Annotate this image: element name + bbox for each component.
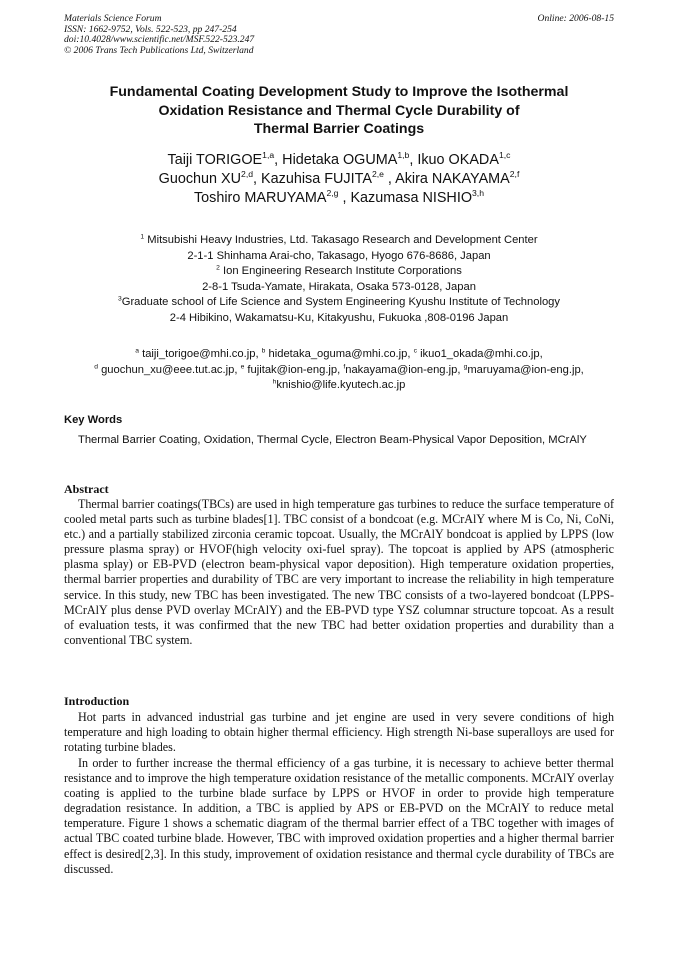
author-sup: 2,e	[371, 169, 384, 180]
email-link[interactable]: ikuo1_okada@mhi.co.jp	[420, 348, 540, 360]
title-line-1: Fundamental Coating Development Study to Improve the Isothermal	[109, 84, 569, 100]
email-sup: f	[343, 362, 346, 370]
email-sup: e	[240, 362, 245, 370]
email-link[interactable]: guochun_xu@eee.tut.ac.jp	[101, 363, 235, 376]
introduction-paragraph-2: In order to further increase the thermal efficiency of a gas turbine, it is necessary to achieve better thermal resistance and to improve the high temperature oxidation resistance of the metallic components. MCrAlY overlay coating is applied to the turbine blade surface by LPPS or HVOF in order to provide high temperature degradation resistance. In addition, a TBC is applied by APS or EB-PVD on the MCrAlY to reduce metal temperature. Figure 1 shows a schematic diagram of the thermal barrier effect of a TBC together with images of actual TBC coated turbine blade. However, TBC with improved oxidation properties and a higher thermal barrier effect is desired[2,3]. In this study, improvement of oxidation resistance and thermal cycle durability of TBCs are discussed.	[64, 756, 614, 876]
paper-title	[40, 83, 638, 139]
author-name: Hidetaka OGUMA	[282, 152, 398, 168]
doi-line[interactable]: doi:10.4028/www.scientific.net/MSF.522-523.247	[64, 34, 255, 46]
email-link[interactable]: taiji_torigoe@mhi.co.jp	[142, 348, 256, 360]
email-link[interactable]: hidetaka_oguma@mhi.co.jp	[268, 348, 408, 360]
abstract-body: Thermal barrier coatings(TBCs) are used in high temperature gas turbines to reduce the surface temperature of cooled metal parts such as turbine blades[1]. TBC consist of a bondcoat (e.g. MCrAlY where M is Co, Ni, CoNi, etc.) and a partially stabilized zirconia ceramic topcoat. Usually, the MCrAlY bondcoat is applied by LPPS (low pressure plasma spray) or HVOF(high velocity oxi-fuel spray). The topcoat is applied by APS (atmospheric plasma splay) or EB-PVD (electron beam-physical vapor deposition). High temperature oxidation properties, thermal barrier properties and durability of TBC are very important to increase the reliability in high temperature service. In this study, new TBC has been investigated. The new TBC consists of a two-layered bondcoat (LPPS-MCrAlY plus dense PVD overlay MCrAlY) and the EB-PVD type YSZ columnar structure topcoat. As a result of evaluation tests, it was confirmed that the new TBC had better oxidation properties and durability than a conventional TBC system.	[64, 497, 614, 647]
email-link[interactable]: nakayama@ion-eng.jp	[345, 363, 458, 376]
email-sup: h	[272, 378, 277, 386]
title-line-2: Oxidation Resistance and Thermal Cycle Durability of	[158, 102, 520, 119]
author-line-2: Guochun XU$^{2,d}$, Kazuhisa FUJITA$^{2,e}$ , Akira NAKAYAMA$^{2,f}$	[158, 169, 520, 187]
online-date: Online: 2006-08-15	[537, 13, 614, 24]
affiliation-sup: 1	[140, 233, 145, 241]
affiliations	[40, 233, 638, 326]
author-list	[40, 151, 638, 208]
email-link[interactable]: maruyama@ion-eng.jp	[467, 363, 581, 376]
author-name: Guochun XU	[158, 171, 242, 187]
email-sup: a	[135, 347, 139, 355]
affiliation-3-address: 2-4 Hibikino, Wakamatsu-Ku, Kitakyushu, Fukuoka ,808-0196 Japan	[169, 311, 509, 324]
introduction-heading: Introduction	[64, 694, 130, 708]
affiliation-1-address: 2-1-1 Shinhama Arai-cho, Takasago, Hyogo 676-8686, Japan	[187, 249, 491, 262]
journal-name: Materials Science Forum	[64, 13, 162, 24]
email-sup: c	[413, 347, 417, 355]
author-name: Ikuo OKADA	[417, 152, 499, 168]
email-sup: b	[261, 347, 266, 355]
author-name: Toshiro MARUYAMA	[193, 190, 327, 206]
affiliation-text: Mitsubishi Heavy Industries, Ltd. Takasago Research and Development Center	[147, 234, 538, 246]
author-sup: 2,g	[326, 188, 339, 199]
author-line-1: Taiji TORIGOE$^{1,a}$, Hidetaka OGUMA$^{1,b}$, Ikuo OKADA$^{1,c}$	[167, 150, 511, 168]
affiliation-2-address: 2-8-1 Tsuda-Yamate, Hirakata, Osaka 573-0128, Japan	[202, 280, 476, 293]
copyright-line: © 2006 Trans Tech Publications Ltd, Switzerland	[64, 44, 254, 56]
author-name: Kazumasa NISHIO	[350, 190, 473, 206]
affiliation-3-name	[40, 295, 638, 311]
email-list	[40, 347, 638, 394]
affiliation-sup: 3	[118, 295, 122, 303]
email-line-3	[40, 378, 638, 394]
affiliation-1-name	[40, 233, 638, 249]
keywords-heading: Key Words	[64, 414, 123, 426]
author-name: Akira NAKAYAMA	[395, 171, 510, 187]
email-sup: d	[94, 362, 98, 370]
author-sup: 1,b	[397, 150, 410, 161]
email-sup: g	[463, 362, 468, 370]
introduction-paragraph-1: Hot parts in advanced industrial gas turbine and jet engine are used in very severe conditions of high temperature and high loading to obtain higher thermal efficiency. High strength Ni-base superalloys are used for rotating turbine blades.	[64, 710, 614, 755]
author-sup: 1,c	[498, 150, 511, 161]
email-line-2: $^d$ guochun_xu@eee.tut.ac.jp, $^e$ fujitak@ion-eng.jp, $^f$nakayama@ion-eng.jp, $^g$maruyama@ion-eng.jp,	[94, 362, 584, 376]
journal-header	[64, 14, 614, 56]
email-link[interactable]: fujitak@ion-eng.jp	[247, 363, 338, 376]
affiliation-sup: 2	[216, 264, 220, 272]
affiliation-2-name	[40, 264, 638, 280]
author-sup: 2,f	[509, 169, 520, 180]
abstract-heading: Abstract	[64, 482, 109, 496]
author-sup: 1,a	[262, 150, 275, 161]
author-name: Taiji TORIGOE	[167, 152, 263, 168]
issn-line: ISSN: 1662-9752, Vols. 522-523, pp 247-254	[64, 23, 237, 35]
keywords-text: Thermal Barrier Coating, Oxidation, Thermal Cycle, Electron Beam-Physical Vapor Deposition, MCrAlY	[78, 434, 587, 446]
author-sup: 2,d	[241, 169, 254, 180]
author-sup: 3,h	[472, 188, 485, 199]
author-name: Kazuhisa FUJITA	[261, 171, 372, 187]
email-link[interactable]: knishio@life.kyutech.ac.jp	[276, 379, 406, 391]
affiliation-text: Graduate school of Life Science and System Engineering Kyushu Institute of Technology	[121, 296, 560, 308]
author-line-3: Toshiro MARUYAMA$^{2,g}$ , Kazumasa NISHIO$^{3,h}$	[193, 188, 485, 206]
affiliation-text: Ion Engineering Research Institute Corporations	[223, 265, 462, 277]
title-line-3: Thermal Barrier Coatings	[253, 121, 425, 138]
email-line-1: $^a$ taiji_torigoe@mhi.co.jp, $^b$ hidetaka_oguma@mhi.co.jp, $^c$ ikuo1_okada@mhi.co.jp,	[135, 347, 543, 360]
